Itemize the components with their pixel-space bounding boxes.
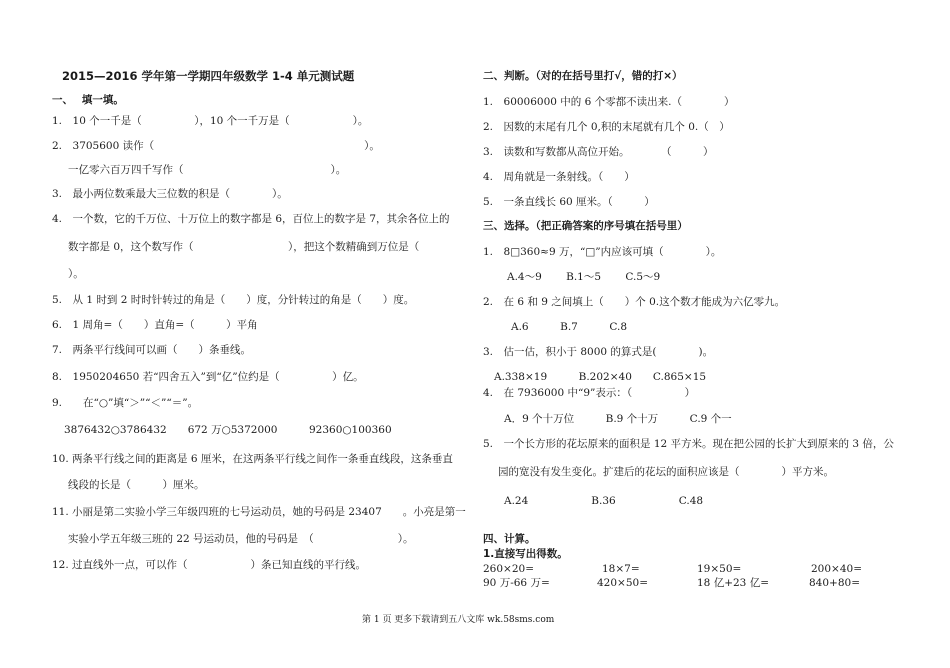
question-line: 2. 3705600 读作（ ）。 <box>52 140 380 152</box>
question-line: 12. 过直线外一点，可以作（ ）条已知直线的平行线。 <box>52 559 367 571</box>
question-line: 9. 在“○”填“＞”“＜”“＝”。 <box>52 397 199 409</box>
choice-options: A.24 B.36 C.48 <box>504 495 704 507</box>
judge-item: 4. 周角就是一条射线。（ ） <box>483 171 635 183</box>
calc-item: 90 万-66 万= <box>483 577 550 589</box>
choice-options: A.6 B.7 C.8 <box>511 321 628 333</box>
question-line: 7. 两条平行线间可以画（ ）条垂线。 <box>52 344 252 356</box>
question-line: ）。 <box>68 268 84 280</box>
page-title: 2015—2016 学年第一学期四年级数学 1-4 单元测试题 <box>62 69 355 83</box>
question-line: 11. 小丽是第二实验小学三年级四班的七号运动员，她的号码是 23407 。小亮是第一 <box>52 506 466 518</box>
choice-options: A.4～9 B.1～5 C.5～9 <box>507 271 661 283</box>
section-choice-heading: 三、选择。（把正确答案的序号填在括号里） <box>483 220 688 232</box>
section-judge-heading: 二、判断。（对的在括号里打√，错的打×） <box>483 70 683 82</box>
calc-item: 18×7= <box>602 563 640 575</box>
calc-item: 260×20= <box>483 563 534 575</box>
question-line: 实验小学五年级三班的 22 号运动员，他的号码是 （ ）。 <box>68 533 414 545</box>
choice-line: 园的宽没有发生变化。扩建后的花坛的面积应该是（ ）平方米。 <box>498 466 834 478</box>
calc-item: 19×50= <box>697 563 742 575</box>
choice-line: 5. 一个长方形的花坛原来的面积是 12 平方米。现在把公园的长扩大到原来的 3 倍，公 <box>483 438 894 450</box>
question-line: 3. 最小两位数乘最大三位数的积是（ ）。 <box>52 188 288 200</box>
calc-item: 200×40= <box>811 563 862 575</box>
section-fill-in-heading: 一、 填一填。 <box>52 94 124 106</box>
question-line: 数字都是 0，这个数写作（ ），把这个数精确到万位是（ <box>68 241 420 253</box>
question-line: 1. 10 个一千是（ ），10 个一千万是（ ）。 <box>52 115 369 127</box>
judge-item: 5. 一条直线长 60 厘米。（ ） <box>483 196 655 208</box>
question-line: 10. 两条平行线之间的距离是 6 厘米，在这两条平行线之间作一条垂直线段，这条垂直 <box>52 453 453 465</box>
question-line: 4. 一个数，它的千万位、十万位上的数字都是 6，百位上的数字是 7，其余各位上的 <box>52 213 450 225</box>
choice-line: 4. 在 7936000 中“9”表示：（ ） <box>483 387 696 399</box>
judge-item: 1. 60006000 中的 6 个零都不读出来.（ ） <box>483 96 735 108</box>
calc-item: 420×50= <box>597 577 648 589</box>
judge-item: 3. 读数和写数都从高位开始。 （ ） <box>483 146 714 158</box>
choice-line: 2. 在 6 和 9 之间填上（ ）个 0.这个数才能成为六亿零九。 <box>483 296 786 308</box>
section-calc-heading: 四、计算。 <box>483 533 536 545</box>
page-footer: 第 1 页 更多下载请到五八文库 wk.58sms.com <box>362 615 555 625</box>
question-line: 线段的长是（ ）厘米。 <box>68 479 205 491</box>
choice-options: A．9 个十万位 B.9 个十万 C.9 个一 <box>504 413 732 425</box>
calc-subheading: 1.直接写出得数。 <box>483 548 568 560</box>
question-line: 一亿零六百万四千写作（ ）。 <box>68 164 347 176</box>
question-line: 5. 从 1 时到 2 时时针转过的角是（ ）度，分针转过的角是（ ）度。 <box>52 294 415 306</box>
calc-item: 18 亿+23 亿= <box>697 577 769 589</box>
calc-item: 840+80= <box>809 577 860 589</box>
question-line: 3876432○3786432 672 万○5372000 92360○100360 <box>64 424 392 436</box>
question-line: 8. 1950204650 若“四舍五入”到“亿”位约是（ ）亿。 <box>52 371 364 383</box>
choice-line: 1. 8□360≈9 万，“□”内应该可填（ ）。 <box>483 246 722 258</box>
question-line: 6. 1 周角=（ ）直角=（ ）平角 <box>52 319 258 331</box>
choice-line: 3. 估一估，积小于 8000 的算式是( )。 <box>483 346 714 358</box>
judge-item: 2. 因数的末尾有几个 0,积的末尾就有几个 0.（ ） <box>483 121 730 133</box>
choice-options: A.338×19 B.202×40 C.865×15 <box>494 371 707 383</box>
